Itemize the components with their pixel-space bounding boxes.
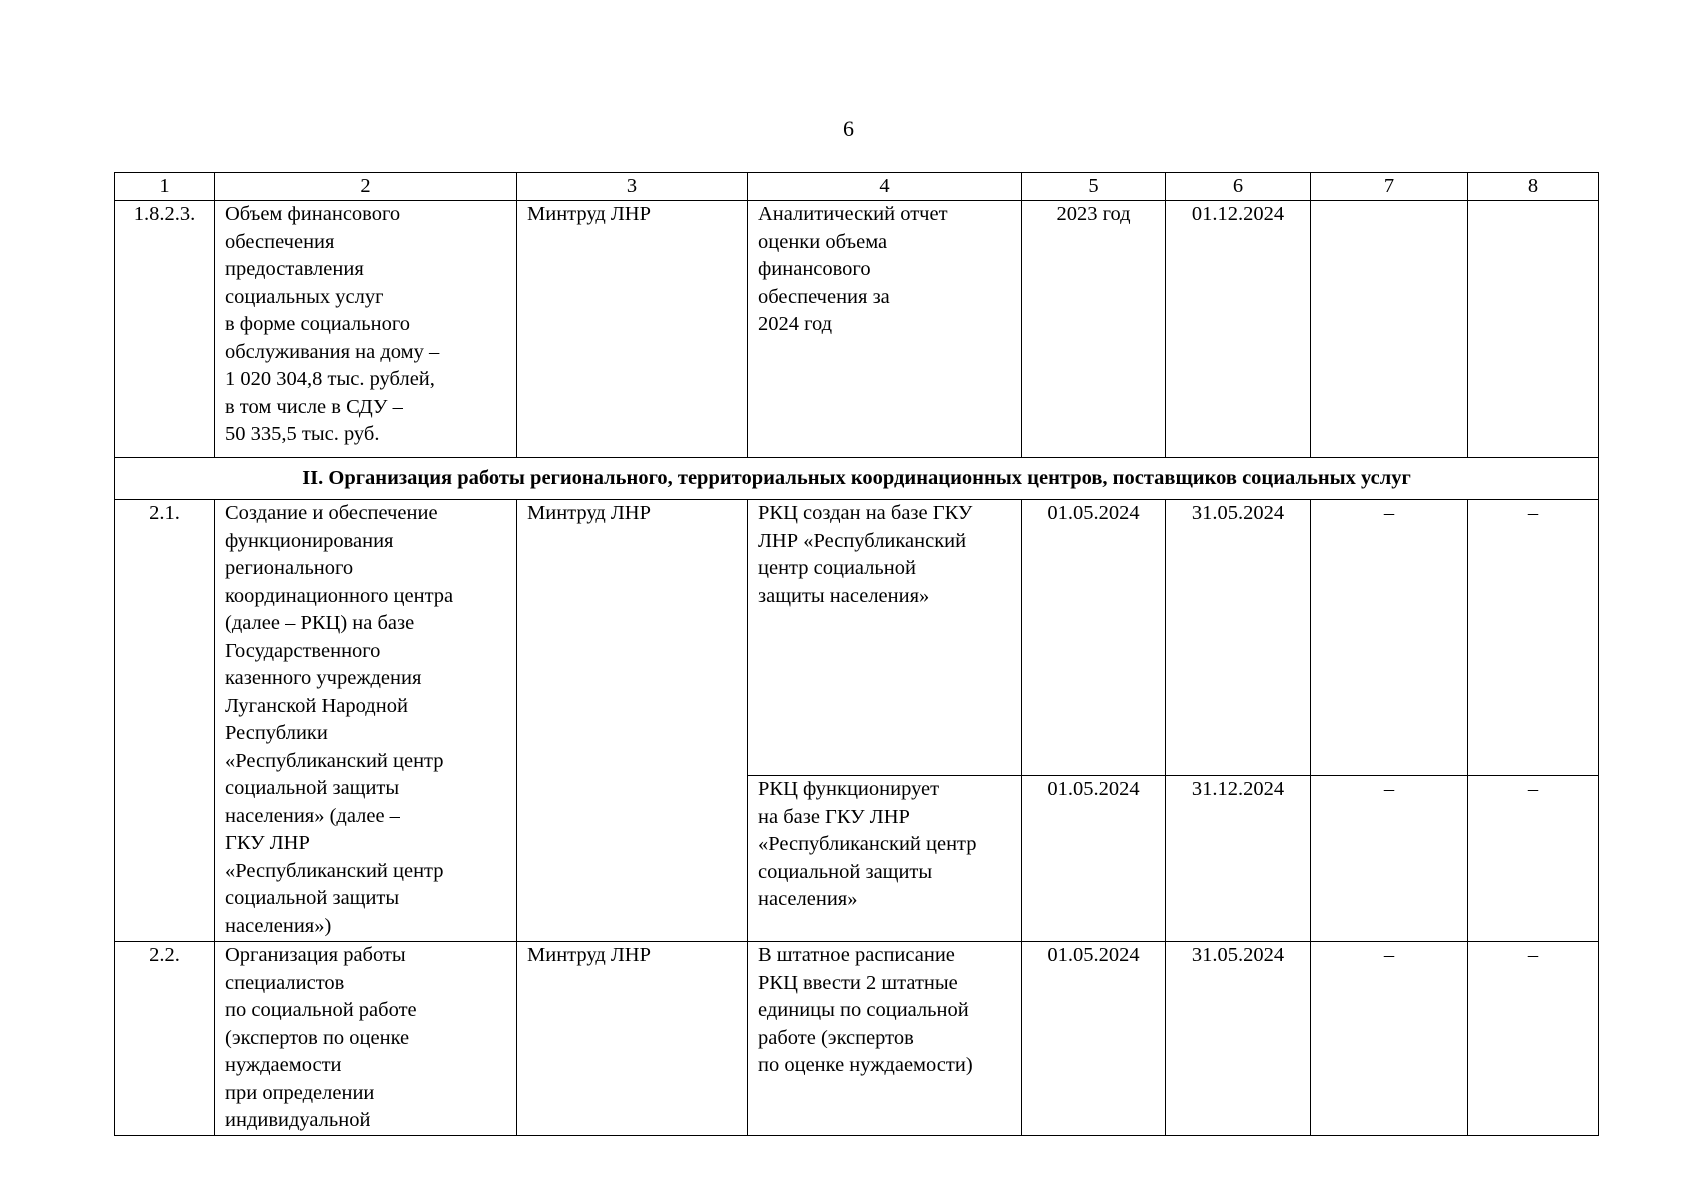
section-title: II. Организация работы регионального, территориальных координационных центров, поставщиков социальных услуг: [115, 458, 1599, 500]
col7-cell: –: [1311, 776, 1468, 942]
end-date-cell: 31.05.2024: [1166, 942, 1311, 1136]
column-header: 1: [115, 173, 215, 201]
column-header: 6: [1166, 173, 1311, 201]
row-number: 2.1.: [115, 500, 215, 942]
measure-cell: Создание и обеспечение функционирования регионального координационного центра (далее – РКЦ) на базе Государственного казенного учреждения Луганской Народной Республики «Республиканский центр социальной защиты населения» (далее – ГКУ ЛНР «Республиканский центр социальной защиты населения»): [215, 500, 517, 942]
col8-cell: [1468, 201, 1599, 458]
executor-cell: Минтруд ЛНР: [517, 500, 748, 942]
start-date-cell: 01.05.2024: [1022, 500, 1166, 776]
column-header: 2: [215, 173, 517, 201]
col8-cell: –: [1468, 500, 1599, 776]
table-row-2-2: [115, 942, 1599, 1136]
end-date-cell: 31.05.2024: [1166, 500, 1311, 776]
col8-cell: –: [1468, 942, 1599, 1136]
start-date-cell: 01.05.2024: [1022, 776, 1166, 942]
end-date-cell: 31.12.2024: [1166, 776, 1311, 942]
row-number: 1.8.2.3.: [115, 201, 215, 458]
column-header: 5: [1022, 173, 1166, 201]
measure-cell: Объем финансового обеспечения предоставления социальных услуг в форме социального обслуживания на дому – 1 020 304,8 тыс. рублей, в том числе в СДУ – 50 335,5 тыс. руб.: [215, 201, 517, 458]
col7-cell: –: [1311, 500, 1468, 776]
column-header: 7: [1311, 173, 1468, 201]
result-cell: РКЦ создан на базе ГКУ ЛНР «Республиканский центр социальной защиты населения»: [748, 500, 1022, 776]
result-cell: В штатное расписание РКЦ ввести 2 штатные единицы по социальной работе (экспертов по оценке нуждаемости): [748, 942, 1022, 1136]
page-number: 6: [843, 116, 854, 141]
col8-cell: –: [1468, 776, 1599, 942]
result-cell: Аналитический отчет оценки объема финансового обеспечения за 2024 год: [748, 201, 1022, 458]
executor-cell: Минтруд ЛНР: [517, 201, 748, 458]
table-row-1-8-2-3: [115, 201, 1599, 458]
executor-cell: Минтруд ЛНР: [517, 942, 748, 1136]
column-header: 8: [1468, 173, 1599, 201]
end-date-cell: 01.12.2024: [1166, 201, 1311, 458]
result-cell: РКЦ функционирует на базе ГКУ ЛНР «Республиканский центр социальной защиты населения»: [748, 776, 1022, 942]
section-row: [115, 458, 1599, 500]
col7-cell: –: [1311, 942, 1468, 1136]
start-date-cell: 2023 год: [1022, 201, 1166, 458]
start-date-cell: 01.05.2024: [1022, 942, 1166, 1136]
column-header: 4: [748, 173, 1022, 201]
row-number: 2.2.: [115, 942, 215, 1136]
plan-table: [114, 172, 1599, 1136]
measure-cell: Организация работы специалистов по социальной работе (экспертов по оценке нуждаемости при определении индивидуальной: [215, 942, 517, 1136]
column-header: 3: [517, 173, 748, 201]
column-header-row: [115, 173, 1599, 201]
table-row-2-1-a: [115, 500, 1599, 776]
col7-cell: [1311, 201, 1468, 458]
